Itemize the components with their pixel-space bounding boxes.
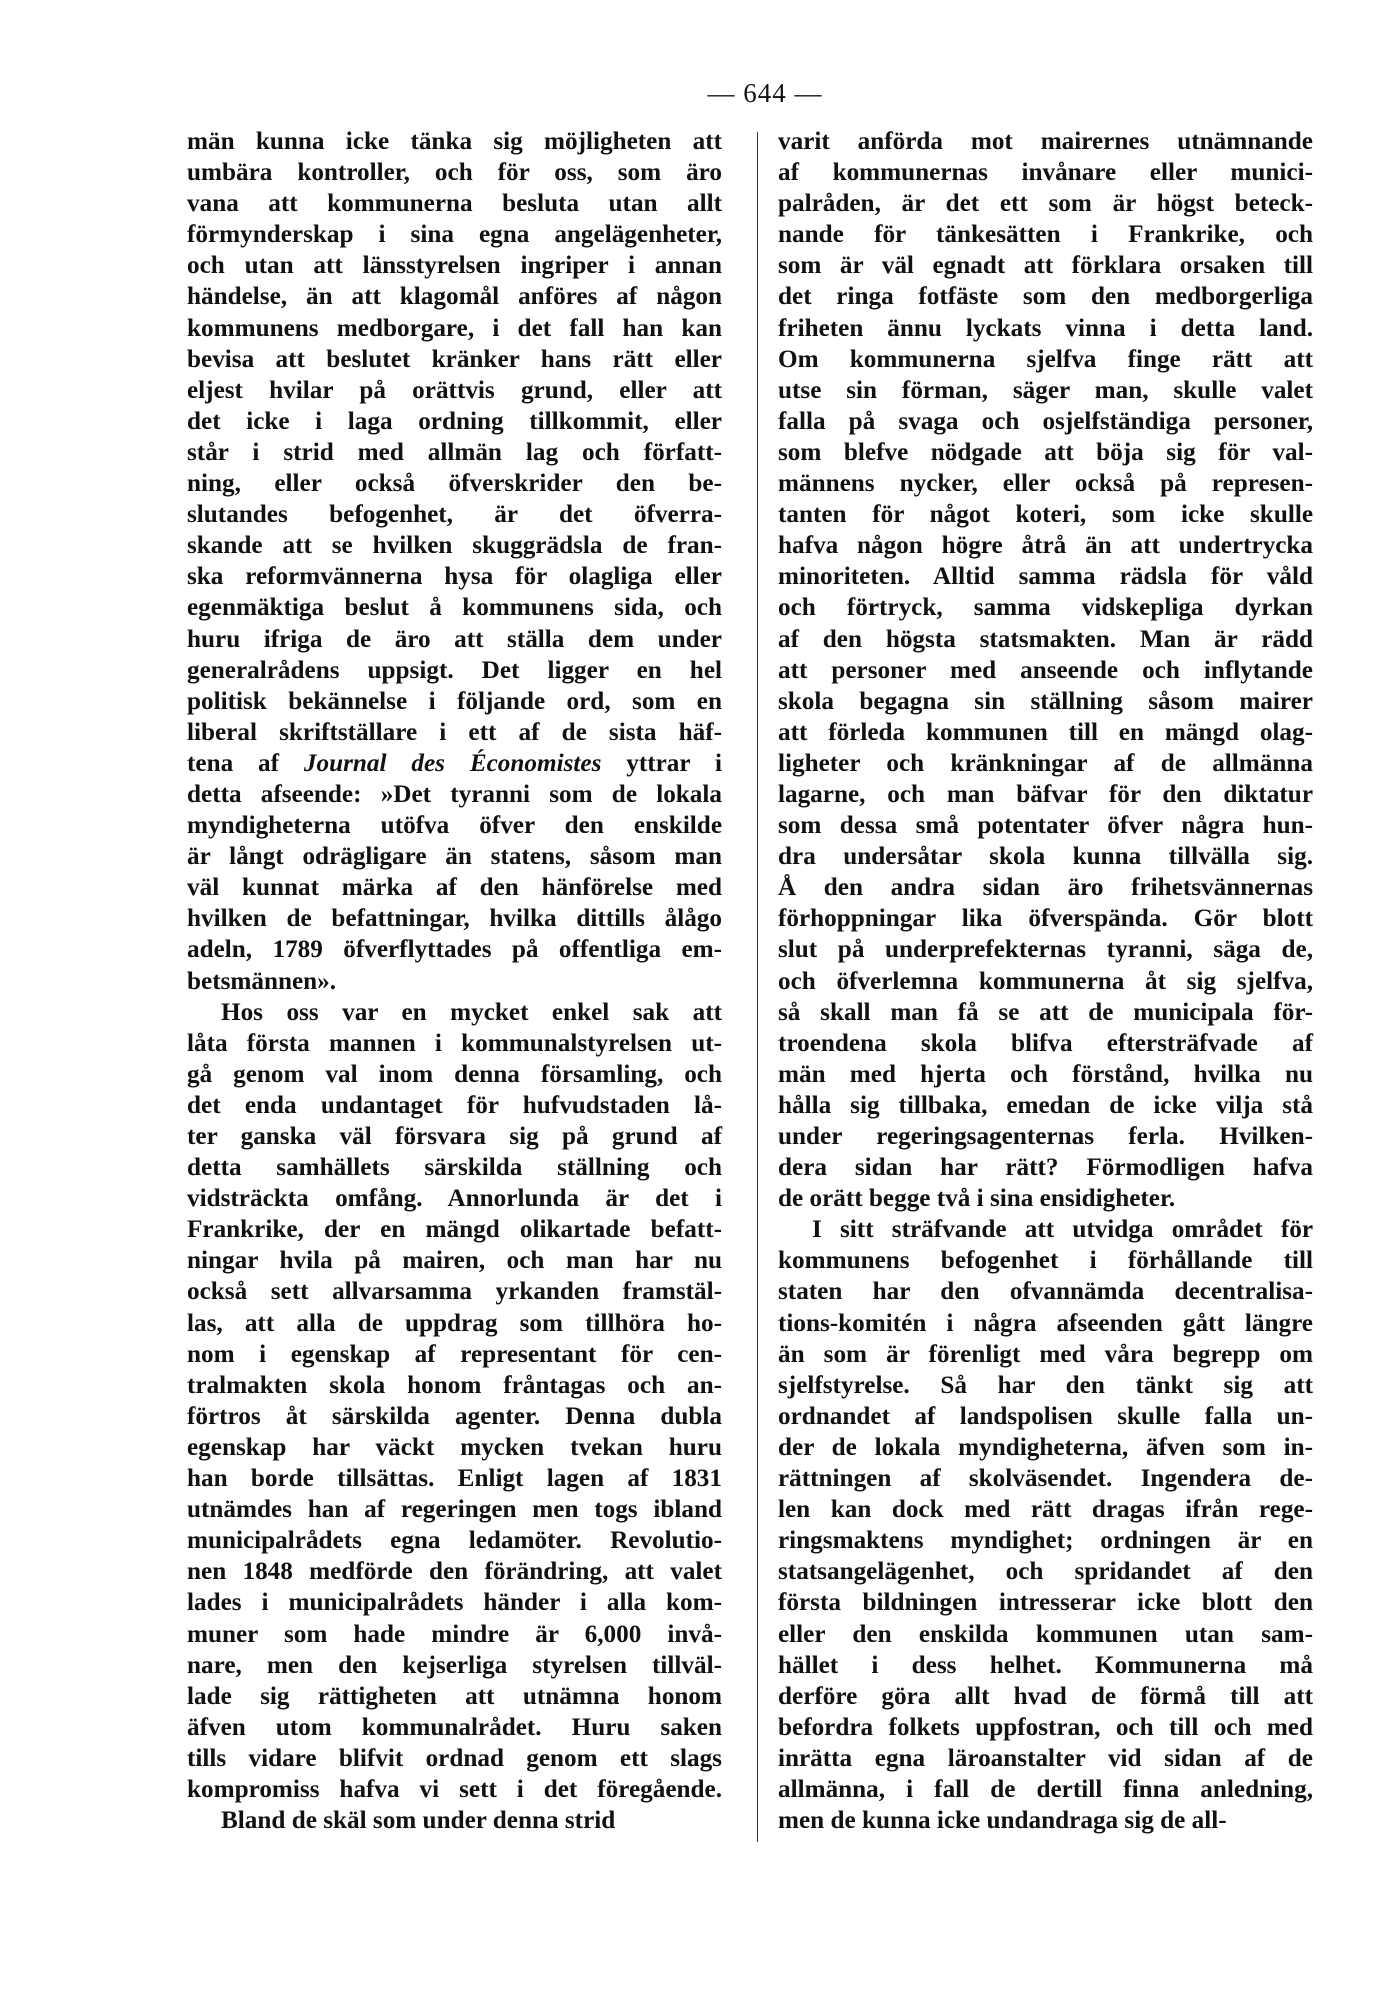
text-line: adeln, 1789 öfverflyttades på offentliga em-	[187, 936, 722, 964]
text-line: tions-komitén i några afseenden gått längre	[778, 1309, 1313, 1337]
text-line: detta samhällets särskilda ställning och	[187, 1154, 722, 1182]
text-line: det ringa fotfäste som den medborgerliga	[778, 283, 1313, 311]
text-line: ligheter och kränkningar af de allmänna	[778, 749, 1313, 777]
text-line: befordra folkets uppfostran, och till och med	[778, 1713, 1313, 1741]
text-line: och utan att länsstyrelsen ingriper i annan	[187, 252, 722, 280]
text-line: varit anförda mot mairernes utnämnande	[778, 128, 1313, 155]
text-line: förtros åt särskilda agenter. Denna dubla	[187, 1402, 722, 1430]
text-line: män med hjerta och förstånd, hvilka nu	[778, 1060, 1313, 1088]
text-line: tills vidare blifvit ordnad genom ett slags	[187, 1744, 722, 1772]
text-line: sjelfstyrelse. Så har den tänkt sig att	[778, 1371, 1313, 1399]
text-line: att förleda kommunen till en mängd olag-	[778, 718, 1313, 746]
text-line: de orätt begge två i sina ensidigheter.	[778, 1185, 1176, 1213]
text-line: detta afseende: »Det tyranni som de lokala	[187, 780, 722, 808]
text-line: han borde tillsättas. Enligt lagen af 1831	[187, 1465, 722, 1493]
text-line: utse sin förman, säger man, skulle valet	[778, 376, 1313, 404]
text-line: slutandes befogenhet, är det öfverra-	[187, 501, 722, 529]
text-line: gå genom val inom denna församling, och	[187, 1060, 722, 1088]
text-line: len kan dock med rätt dragas ifrån rege-	[778, 1496, 1313, 1524]
text-line: hället i dess helhet. Kommunerna må	[778, 1651, 1313, 1679]
text-line: Om kommunerna sjelfva finge rätt att	[778, 345, 1313, 373]
text-line: nare, men den kejserliga styrelsen tillväl-	[187, 1651, 722, 1679]
text-line: väl kunnat märka af den hänförelse med	[187, 874, 722, 902]
text-line: männens nycker, eller också på represen-	[778, 470, 1313, 498]
column-divider	[757, 132, 758, 1842]
text-line: under regeringsagenternas ferla. Hvilken-	[778, 1123, 1313, 1150]
text-line: bevisa att beslutet kränker hans rätt eller	[187, 345, 722, 373]
text-line: slut på underprefekternas tyranni, säga de,	[778, 936, 1313, 964]
text-line: municipalrådets egna ledamöter. Revolutio-	[187, 1527, 722, 1555]
text-line: vana att kommunerna besluta utan allt	[187, 190, 722, 218]
text-line: hvilken de befattningar, hvilka dittills ålågo	[187, 905, 722, 933]
text-line: troendena skola blifva eftersträfvade af	[778, 1029, 1313, 1057]
text-line: egenmäktiga beslut å kommunens sida, och	[187, 594, 722, 622]
text-line: händelse, än att klagomål anföres af någon	[187, 283, 722, 311]
text-line: Hos oss var en mycket enkel sak att	[221, 998, 722, 1026]
text-line: Frankrike, der en mängd olikartade befatt-	[187, 1216, 722, 1244]
text-line: politisk bekännelse i följande ord, som en	[187, 687, 722, 715]
text-line: att personer med anseende och inflytande	[778, 656, 1313, 684]
page-number: — 644 —	[707, 78, 823, 108]
text-line: nande för tänkesätten i Frankrike, och	[778, 221, 1313, 249]
text-line: huru ifriga de äro att ställa dem under	[187, 625, 722, 653]
text-line: eljest hvilar på orättvis grund, eller att	[187, 376, 722, 404]
text-line: som är väl egnadt att förklara orsaken till	[778, 252, 1313, 280]
text-fragment: yttrar i	[601, 749, 722, 777]
text-line: förmynderskap i sina egna angelägenheter,	[187, 221, 722, 249]
text-line: står i strid med allmän lag och författ-	[187, 438, 722, 466]
text-line: las, att alla de uppdrag som tillhöra ho-	[187, 1309, 722, 1337]
text-line: äfven utom kommunalrådet. Huru saken	[187, 1713, 722, 1741]
text-line: ning, eller också öfverskrider den be-	[187, 470, 722, 498]
journal-title: Journal des Économistes	[303, 749, 602, 777]
text-line: som dessa små potentater öfver några hun-	[778, 812, 1313, 840]
text-line: skande att se hvilken skuggrädsla de fran-	[187, 532, 722, 560]
text-line: Å den andra sidan äro frihetsvännernas	[778, 874, 1313, 902]
text-line: och förtryck, samma vidskepliga dyrkan	[778, 594, 1313, 622]
text-line: rättningen af skolväsendet. Ingendera de-	[778, 1465, 1313, 1493]
text-line: hålla sig tillbaka, emedan de icke vilja stå	[778, 1091, 1313, 1119]
text-line: ningar hvila på mairen, och man har nu	[187, 1247, 722, 1275]
text-line: egenskap har väckt mycken tvekan huru	[187, 1433, 722, 1461]
text-line: lades i municipalrådets händer i alla kom-	[187, 1589, 722, 1617]
text-line: låta första mannen i kommunalstyrelsen ut-	[187, 1029, 722, 1057]
text-line: af kommunernas invånare eller munici-	[778, 159, 1313, 187]
text-line: det enda undantaget för hufvudstaden lå-	[187, 1091, 722, 1119]
text-line: men de kunna icke undandraga sig de all-	[778, 1807, 1227, 1835]
text-line: utnämdes han af regeringen men togs ibland	[187, 1496, 722, 1524]
text-line: myndigheterna utöfva öfver den enskilde	[187, 812, 722, 840]
text-line: inrätta egna läroanstalter vid sidan af de	[778, 1744, 1313, 1772]
text-line: minoriteten. Alltid samma rädsla för våld	[778, 563, 1313, 591]
text-line: än som är förenligt med våra begrepp om	[778, 1340, 1313, 1368]
text-line: muner som hade mindre är 6,000 invå-	[187, 1620, 722, 1648]
text-line: umbära kontroller, och för oss, som äro	[187, 159, 722, 187]
text-line: ordnandet af landspolisen skulle falla un-	[778, 1402, 1313, 1430]
text-line: det icke i laga ordning tillkommit, eller	[187, 407, 722, 435]
text-line: nen 1848 medförde den förändring, att valet	[187, 1558, 722, 1586]
text-line: så skall man få se att de municipala för-	[778, 998, 1313, 1026]
text-fragment: tena af	[187, 749, 304, 777]
text-line: ringsmaktens myndighet; ordningen är en	[778, 1527, 1313, 1555]
text-line: statsangelägenhet, och spridandet af den	[778, 1558, 1313, 1586]
text-line: vidsträckta omfång. Annorlunda är det i	[187, 1185, 722, 1213]
text-line: liberal skriftställare i ett af de sista häf-	[187, 718, 722, 746]
text-line: dra undersåtar skola kunna tillvälla sig.	[778, 843, 1313, 871]
text-line: hafva någon högre åtrå än att undertrycka	[778, 532, 1313, 560]
text-line: tanten för något koteri, som icke skulle	[778, 501, 1313, 529]
text-line: eller den enskilda kommunen utan sam-	[778, 1620, 1313, 1648]
text-line: der de lokala myndigheterna, äfven som in-	[778, 1433, 1313, 1461]
text-line: skola begagna sin ställning såsom mairer	[778, 687, 1313, 715]
text-line: af den högsta statsmakten. Man är rädd	[778, 625, 1313, 653]
text-line: ska reformvännerna hysa för olagliga eller	[187, 563, 722, 591]
right-column	[778, 126, 1313, 1836]
text-line: män kunna icke tänka sig möjligheten att	[187, 128, 722, 155]
text-line: friheten ännu lyckats vinna i detta land.	[778, 314, 1313, 342]
text-line: kommunens medborgare, i det fall han kan	[187, 314, 722, 342]
text-line: också sett allvarsamma yrkanden framstäl-	[187, 1278, 722, 1306]
text-line: nom i egenskap af representant för cen-	[187, 1340, 722, 1368]
text-line: kommunens befogenhet i förhållande till	[778, 1247, 1313, 1275]
text-line	[187, 748, 722, 779]
text-line: och öfverlemna kommunerna åt sig sjelfva,	[778, 967, 1313, 995]
text-line: kompromiss hafva vi sett i det föregående.	[187, 1775, 722, 1803]
text-line: Bland de skäl som under denna strid	[221, 1807, 616, 1835]
text-line: ter ganska väl försvara sig på grund af	[187, 1123, 722, 1150]
text-line: tralmakten skola honom fråntagas och an-	[187, 1371, 722, 1399]
text-line: är långt odrägligare än statens, såsom man	[187, 843, 722, 871]
text-line: palråden, är det ett som är högst beteck-	[778, 190, 1313, 218]
text-line: allmänna, i fall de dertill finna anledning,	[778, 1775, 1313, 1803]
text-line: falla på svaga och osjelfständiga personer,	[778, 407, 1313, 435]
text-line: som blefve nödgade att böja sig för val-	[778, 438, 1313, 466]
text-line: första bildningen intresserar icke blott den	[778, 1589, 1313, 1617]
left-column	[187, 126, 722, 1836]
text-line: lade sig rättigheten att utnämna honom	[187, 1682, 722, 1710]
text-line: staten har den ofvannämda decentralisa-	[778, 1278, 1313, 1306]
text-line: I sitt sträfvande att utvidga området för	[812, 1216, 1313, 1244]
text-line: förhoppningar lika öfverspända. Gör blott	[778, 905, 1313, 933]
text-line: betsmännen».	[187, 967, 337, 995]
text-line: generalrådens uppsigt. Det ligger en hel	[187, 656, 722, 684]
text-line: derföre göra allt hvad de förmå till att	[778, 1682, 1313, 1710]
text-line: lagarne, och man bäfvar för den diktatur	[778, 780, 1313, 808]
text-line: dera sidan har rätt? Förmodligen hafva	[778, 1154, 1313, 1182]
